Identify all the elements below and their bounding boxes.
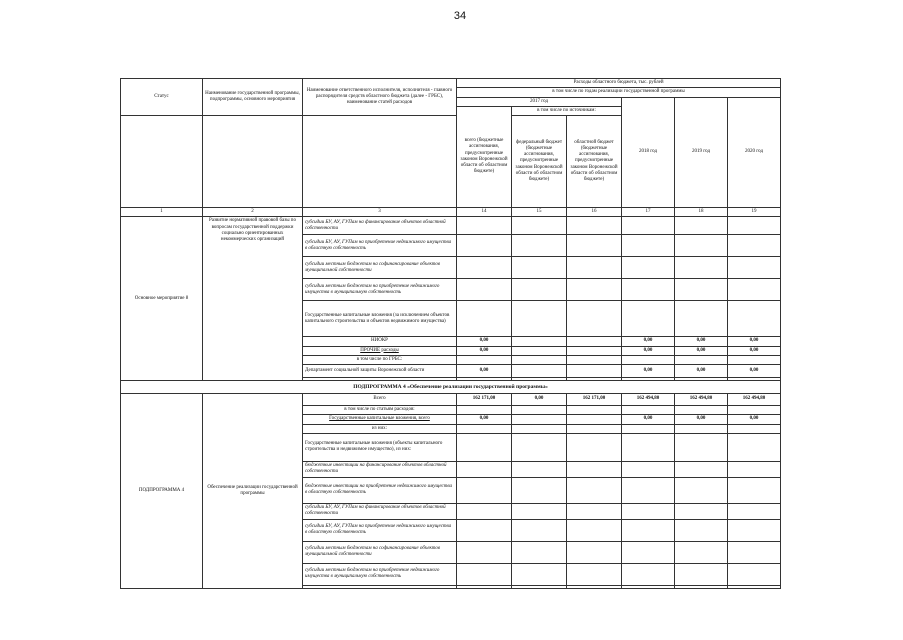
header-2018: 2018 год xyxy=(622,97,675,208)
total-14: 162 171,00 xyxy=(457,394,512,406)
block2-name: Обеспечение реализации государственной программы xyxy=(203,394,303,589)
col-number: 16 xyxy=(567,208,622,217)
header-program-name: Наименование государственной программы, подпрограммы, основного мероприятия xyxy=(203,79,303,116)
block2-status: ПОДПРОГРАММА 4 xyxy=(121,394,203,589)
header-executor: Наименование ответственного исполнителя, исполнителя - главного распорядителя средств областного бюджета (далее - ГРБС), наименование статей расходов xyxy=(303,79,457,116)
block1-row: субсидии БУ, АУ, ГУПам на финансирование объектов областной собственности xyxy=(303,217,457,235)
total-18: 162 494,80 xyxy=(675,394,728,406)
col-number: 1 xyxy=(121,208,203,217)
subprogram-title: ПОДПРОГРАММА 4 «Обеспечение реализации государственной программы» xyxy=(121,381,781,394)
total-17: 162 494,80 xyxy=(622,394,675,406)
niokr-label: НИОКР xyxy=(303,337,457,346)
dept-14: 0,00 xyxy=(457,365,512,378)
total-label: Всего xyxy=(303,394,457,406)
by-articles-label: в том числе по статьям расходов: xyxy=(303,406,457,415)
block2-row: субсидии местным бюджетам на приобретение недвижимого имущества в муниципальную собственность xyxy=(303,563,457,585)
header-by-sources: в том числе по источникам: xyxy=(512,106,622,115)
col-number: 2 xyxy=(203,208,303,217)
header-federal: федеральный бюджет (бюджетные ассигнования, предусмотренные законом Воронежской области об областном бюджете) xyxy=(512,116,567,208)
total-16: 162 171,00 xyxy=(567,394,622,406)
page-number: 34 xyxy=(453,10,467,22)
block1-status: Основное мероприятие 8 xyxy=(121,217,203,381)
prochie-19: 0,00 xyxy=(728,346,781,355)
header-status: Статус xyxy=(121,79,203,116)
header-by-years: в том числе по годам реализации государственной программы xyxy=(457,88,781,97)
budget-table xyxy=(120,78,781,589)
block1-row: Государственные капитальные вложения (за исключением объектов капитального строительства и объектов недвижимого имущества) xyxy=(303,301,457,337)
col-number: 19 xyxy=(728,208,781,217)
capital-total-18: 0,00 xyxy=(675,415,728,424)
header-regional: областной бюджет (бюджетные ассигнования, предусмотренные законом Воронежской области об областном бюджете) xyxy=(567,116,622,208)
dept-19: 0,00 xyxy=(728,365,781,378)
niokr-18: 0,00 xyxy=(675,337,728,346)
block2-row: субсидии БУ, АУ, ГУПам на финансирование объектов областной собственности xyxy=(303,503,457,519)
header-total-2017: всего (бюджетные ассигнования, предусмотренные законом Воронежской области об областном бюджете) xyxy=(457,106,512,207)
prochie-18: 0,00 xyxy=(675,346,728,355)
col-number: 18 xyxy=(675,208,728,217)
block2-row: бюджетные инвестиции на финансирование объектов областной собственности xyxy=(303,461,457,477)
dept-17: 0,00 xyxy=(622,365,675,378)
header-expenses: Расходы областного бюджета, тыс. рублей xyxy=(457,79,781,88)
capital-total-label: Государственные капитальные вложения, всего xyxy=(303,415,457,424)
niokr-17: 0,00 xyxy=(622,337,675,346)
capital-total-14: 0,00 xyxy=(457,415,512,424)
header-2019: 2019 год xyxy=(675,97,728,208)
block2-row: Государственные капитальные вложения (объекты капитального строительства и недвижимое имущество), из них: xyxy=(303,433,457,461)
capital-total-17: 0,00 xyxy=(622,415,675,424)
col-number: 17 xyxy=(622,208,675,217)
dept-18: 0,00 xyxy=(675,365,728,378)
of-them-label: из них: xyxy=(303,424,457,433)
total-15: 0,00 xyxy=(512,394,567,406)
block2-row: субсидии местным бюджетам на софинансирование объектов муниципальной собственности xyxy=(303,541,457,563)
capital-total-19: 0,00 xyxy=(728,415,781,424)
prochie-17: 0,00 xyxy=(622,346,675,355)
col-number: 14 xyxy=(457,208,512,217)
col-number: 3 xyxy=(303,208,457,217)
block1-row: субсидии БУ, АУ, ГУПам на приобретение недвижимого имущества в областную собственность xyxy=(303,235,457,257)
col-number: 15 xyxy=(512,208,567,217)
block1-name: Развитие нормативной правовой базы по вопросам государственной поддержки социально ориентированных некоммерческих организаций xyxy=(203,217,303,381)
grbs-label: в том числе по ГРБС: xyxy=(303,355,457,364)
block1-row: субсидии местным бюджетам на приобретение недвижимого имущества в муниципальную собственность xyxy=(303,279,457,301)
prochie-label: ПРОЧИЕ расходы xyxy=(303,346,457,355)
block2-row: бюджетные инвестиции на приобретение недвижимого имущества в областную собственность xyxy=(303,477,457,503)
block2-row: субсидии БУ, АУ, ГУПам на приобретение недвижимого имущества в областную собственность xyxy=(303,519,457,541)
prochie-14: 0,00 xyxy=(457,346,512,355)
header-2020: 2020 год xyxy=(728,97,781,208)
dept-label: Департамент социальной защиты Воронежской области xyxy=(303,365,457,378)
niokr-14: 0,00 xyxy=(457,337,512,346)
header-year-2017: 2017 год xyxy=(457,97,622,106)
total-19: 162 494,80 xyxy=(728,394,781,406)
niokr-19: 0,00 xyxy=(728,337,781,346)
block1-row: субсидии местным бюджетам на софинансирование объектов муниципальной собственности xyxy=(303,257,457,279)
